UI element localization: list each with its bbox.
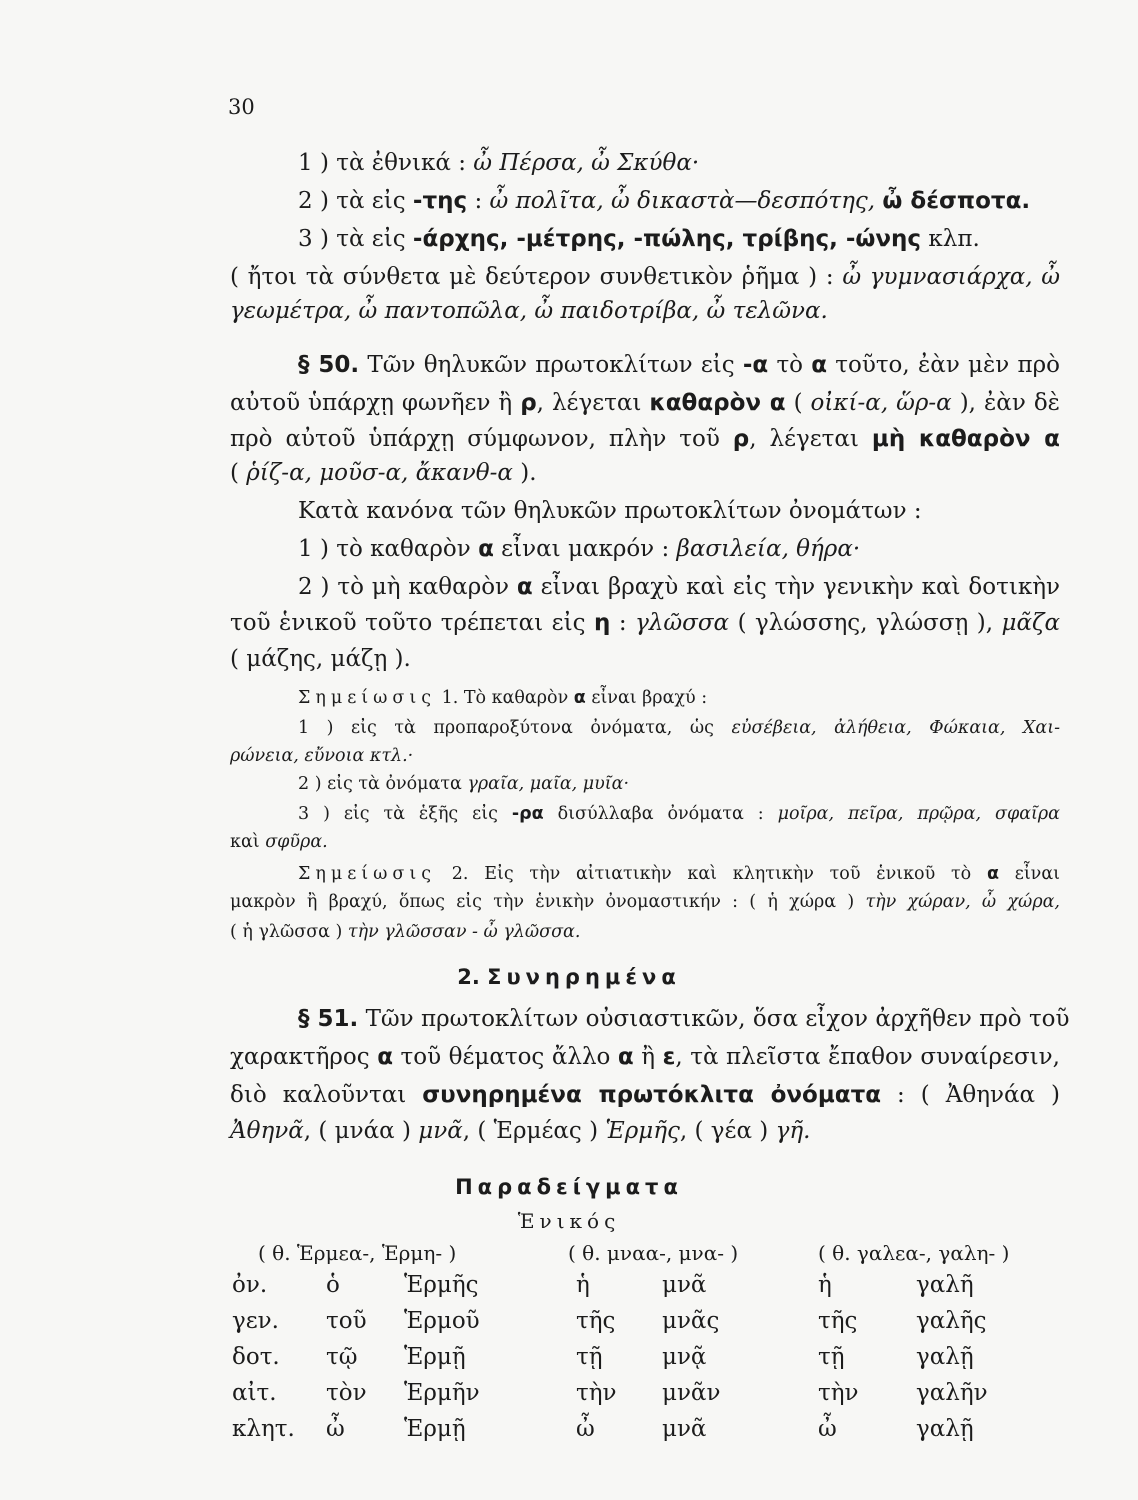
article: τῇ	[576, 1344, 603, 1370]
note-1-line-2: 1 ) εἰς τὰ προπαροξύτονα ὀνόματα, ὡς εὐσέβεια, ἀλήθεια, Φώκαια, Χαι-	[298, 718, 1060, 738]
article: ἡ	[818, 1272, 832, 1298]
noun-form: Ἑρμῆς	[404, 1272, 479, 1298]
section-51-line-4: Ἀθηνᾶ, ( μνάα ) μνᾶ, ( Ἑρμέας ) Ἑρμῆς, ( γέα ) γῆ.	[230, 1118, 811, 1144]
case-label: κλητ.	[232, 1416, 295, 1442]
stem-gale: ( θ. γαλεα-, γαλη- )	[818, 1241, 1010, 1265]
case-label: δοτ.	[232, 1344, 280, 1370]
article: ὁ	[326, 1272, 340, 1298]
article: τῆς	[576, 1308, 616, 1334]
note-2-line-1: Σημείωσις 2. Εἰς τὴν αἰτιατικὴν καὶ κλητικὴν τοῦ ἑνικοῦ τὸ α εἶναι	[298, 864, 1060, 884]
noun-form: γαλῆ	[916, 1272, 974, 1298]
stem-row	[0, 1238, 1138, 1268]
article: τῇ	[818, 1344, 845, 1370]
rule-line-3: 3 ) τὰ εἰς -άρχης, -μέτρης, -πώλης, τρίβης, -ώνης κλπ.	[298, 226, 980, 252]
article: τοῦ	[326, 1308, 367, 1334]
noun-form: Ἑρμῇ	[404, 1344, 466, 1370]
table-row	[0, 1306, 1138, 1342]
article: τὴν	[576, 1380, 617, 1406]
noun-form: μνᾶ	[662, 1416, 707, 1442]
noun-form: μνᾶν	[662, 1380, 721, 1406]
note-1-line-6: καὶ σφῦρα.	[230, 832, 328, 852]
stem-mna: ( θ. μναα-, μνα- )	[568, 1241, 739, 1265]
subsection-heading: 2. Συνηρημένα	[457, 965, 681, 989]
article: τὴν	[818, 1380, 859, 1406]
note-1-line-3: ρώνεια, εὔνοια κτλ.·	[230, 746, 414, 766]
rule-line-4: ( ἤτοι τὰ σύνθετα μὲ δεύτερον συνθετικὸν ῥῆμα ) : ὦ γυμνασιάρχα, ὦ	[230, 264, 1061, 290]
noun-form: μνᾷ	[662, 1344, 707, 1370]
stem-hermes: ( θ. Ἑρμεα-, Ἑρμη- )	[258, 1241, 457, 1265]
noun-form: γαλῇ	[916, 1416, 974, 1442]
table-row	[0, 1342, 1138, 1378]
note-2-line-2: μακρὸν ἢ βραχύ, ὅπως εἰς τὴν ἑνικὴν ὀνομαστικήν : ( ἡ χώρα ) τὴν χώραν, ὦ χώρα,	[230, 892, 1060, 912]
noun-form: μνᾶ	[662, 1272, 707, 1298]
rule-line-1: 1 ) τὰ ἐθνικά : ὦ Πέρσα, ὦ Σκύθα·	[298, 150, 700, 176]
section-50-line-6: 1 ) τὸ καθαρὸν α εἶναι μακρόν : βασιλεία, θήρα·	[298, 536, 861, 562]
note-1-line-1: Σημείωσις 1. Τὸ καθαρὸν α εἶναι βραχύ :	[298, 688, 708, 708]
noun-form: γαλῆς	[916, 1308, 987, 1334]
note-1-line-4: 2 ) εἰς τὰ ὀνόματα γραῖα, μαῖα, μυῖα·	[298, 774, 630, 794]
section-51-line-1: § 51. Τῶν πρωτοκλίτων οὐσιαστικῶν, ὅσα εἶχον ἀρχῆθεν πρὸ τοῦ	[298, 1006, 1070, 1032]
section-50-line-1: § 50. Τῶν θηλυκῶν πρωτοκλίτων εἰς -α τὸ α τοῦτο, ἐὰν μὲν πρὸ	[298, 352, 1060, 378]
section-50-line-2: αὐτοῦ ὑπάρχῃ φωνῆεν ἢ ρ, λέγεται καθαρὸν α ( οἰκί-α, ὥρ-α ), ἐὰν δὲ	[230, 390, 1061, 416]
section-50-line-7: 2 ) τὸ μὴ καθαρὸν α εἶναι βραχὺ καὶ εἰς τὴν γενικὴν καὶ δοτικὴν	[298, 574, 1060, 600]
case-label: αἰτ.	[232, 1380, 277, 1406]
section-50-line-8: τοῦ ἑνικοῦ τοῦτο τρέπεται εἰς η : γλῶσσα ( γλώσσης, γλώσσῃ ), μᾶζα	[230, 610, 1060, 636]
section-51-line-3: διὸ καλοῦνται συνηρημένα πρωτόκλιτα ὀνόματα : ( Ἀθηνάα )	[230, 1082, 1060, 1108]
noun-form: μνᾶς	[662, 1308, 720, 1334]
note-1-line-5: 3 ) εἰς τὰ ἑξῆς εἰς -ρα δισύλλαβα ὀνόματα : μοῖρα, πεῖρα, πρῷρα, σφαῖρα	[298, 804, 1060, 824]
section-51-line-2: χαρακτῆρος α τοῦ θέματος ἄλλο α ἢ ε, τὰ πλεῖστα ἔπαθον συναίρεσιν,	[230, 1044, 1060, 1070]
noun-form: γαλῇ	[916, 1344, 974, 1370]
case-label: ὀν.	[232, 1272, 268, 1298]
noun-form: Ἑρμοῦ	[404, 1308, 480, 1334]
article: ὦ	[576, 1416, 595, 1442]
section-50-line-4: ( ῥίζ-α, μοῦσ-α, ἄκανθ-α ).	[230, 460, 537, 486]
article: τὸν	[326, 1380, 367, 1406]
article: τῷ	[326, 1344, 358, 1370]
table-row	[0, 1270, 1138, 1306]
rule-line-5: γεωμέτρα, ὦ παντοπῶλα, ὦ παιδοτρίβα, ὦ τελῶνα.	[230, 298, 828, 324]
noun-form: Ἑρμῆν	[404, 1380, 480, 1406]
note-2-line-3: ( ἡ γλῶσσα ) τὴν γλῶσσαν - ὦ γλῶσσα.	[230, 922, 581, 942]
case-label: γεν.	[232, 1308, 279, 1334]
section-50-line-9: ( μάζης, μάζῃ ).	[230, 646, 411, 672]
article: ἡ	[576, 1272, 590, 1298]
article: τῆς	[818, 1308, 858, 1334]
noun-form: γαλῆν	[916, 1380, 988, 1406]
article: ὦ	[818, 1416, 837, 1442]
paradigms-title: Παραδείγματα	[455, 1175, 683, 1199]
section-50-line-3: πρὸ αὐτοῦ ὑπάρχῃ σύμφωνον, πλὴν τοῦ ρ, λέγεται μὴ καθαρὸν α	[230, 426, 1060, 452]
article: ὦ	[326, 1416, 345, 1442]
page-number: 30	[228, 95, 255, 119]
section-50-line-5: Κατὰ κανόνα τῶν θηλυκῶν πρωτοκλίτων ὀνομάτων :	[298, 498, 922, 524]
noun-form: Ἑρμῇ	[404, 1416, 466, 1442]
paradigms-subtitle: Ἑνικός	[517, 1209, 621, 1233]
table-row	[0, 1378, 1138, 1414]
rule-line-2: 2 ) τὰ εἰς -της : ὦ πολῖτα, ὦ δικαστὰ—δεσπότης, ὦ δέσποτα.	[298, 188, 1031, 214]
table-row	[0, 1414, 1138, 1450]
